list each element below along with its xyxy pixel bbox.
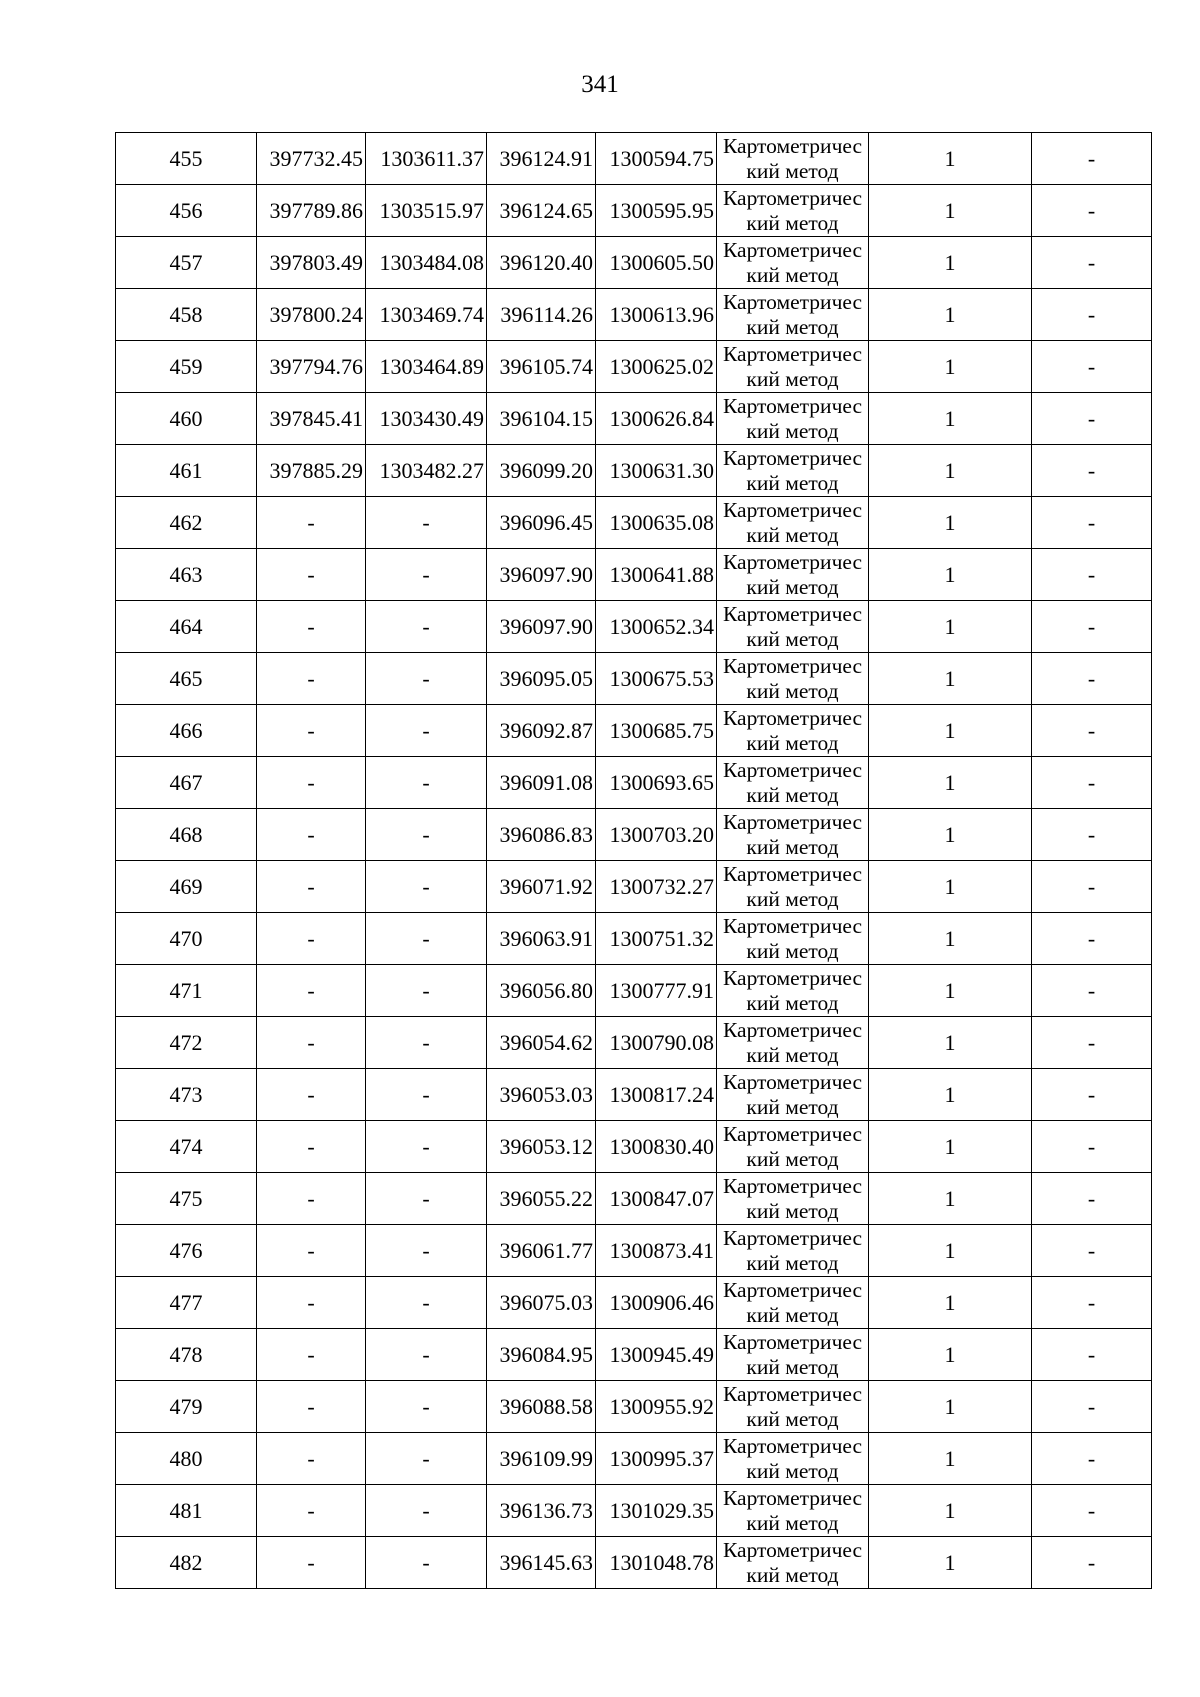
point-number-cell: 466 xyxy=(116,705,257,757)
table-row xyxy=(116,1069,1152,1121)
table-body xyxy=(116,133,1152,1589)
x-existing-cell: 397845.41 xyxy=(257,393,366,445)
x-new-cell: 396109.99 xyxy=(487,1433,596,1485)
y-existing-cell: - xyxy=(366,1225,487,1277)
table-row xyxy=(116,341,1152,393)
x-new-cell: 396097.90 xyxy=(487,601,596,653)
x-new-cell: 396053.03 xyxy=(487,1069,596,1121)
x-new-cell: 396095.05 xyxy=(487,653,596,705)
accuracy-cell: 1 xyxy=(869,1537,1032,1589)
y-existing-cell: - xyxy=(366,1381,487,1433)
table-row xyxy=(116,1277,1152,1329)
table-row xyxy=(116,1433,1152,1485)
y-new-cell: 1300693.65 xyxy=(596,757,717,809)
y-new-cell: 1300595.95 xyxy=(596,185,717,237)
method-cell: Картометрический метод xyxy=(717,1433,869,1485)
note-cell: - xyxy=(1032,1485,1152,1537)
note-cell: - xyxy=(1032,601,1152,653)
y-existing-cell: - xyxy=(366,809,487,861)
x-existing-cell: - xyxy=(257,1173,366,1225)
x-new-cell: 396104.15 xyxy=(487,393,596,445)
accuracy-cell: 1 xyxy=(869,1433,1032,1485)
x-existing-cell: - xyxy=(257,757,366,809)
y-new-cell: 1300995.37 xyxy=(596,1433,717,1485)
y-existing-cell: 1303430.49 xyxy=(366,393,487,445)
x-existing-cell: - xyxy=(257,1485,366,1537)
method-cell: Картометрический метод xyxy=(717,1381,869,1433)
table-row xyxy=(116,185,1152,237)
x-existing-cell: - xyxy=(257,705,366,757)
point-number-cell: 473 xyxy=(116,1069,257,1121)
accuracy-cell: 1 xyxy=(869,913,1032,965)
accuracy-cell: 1 xyxy=(869,1173,1032,1225)
point-number-cell: 465 xyxy=(116,653,257,705)
table-row xyxy=(116,1485,1152,1537)
accuracy-cell: 1 xyxy=(869,497,1032,549)
x-existing-cell: 397789.86 xyxy=(257,185,366,237)
y-new-cell: 1300594.75 xyxy=(596,133,717,185)
y-new-cell: 1300635.08 xyxy=(596,497,717,549)
y-new-cell: 1300945.49 xyxy=(596,1329,717,1381)
x-existing-cell: - xyxy=(257,497,366,549)
method-cell: Картометрический метод xyxy=(717,1329,869,1381)
accuracy-cell: 1 xyxy=(869,185,1032,237)
note-cell: - xyxy=(1032,1121,1152,1173)
y-new-cell: 1300817.24 xyxy=(596,1069,717,1121)
x-new-cell: 396124.65 xyxy=(487,185,596,237)
x-existing-cell: - xyxy=(257,601,366,653)
point-number-cell: 462 xyxy=(116,497,257,549)
point-number-cell: 459 xyxy=(116,341,257,393)
y-existing-cell: - xyxy=(366,1173,487,1225)
accuracy-cell: 1 xyxy=(869,757,1032,809)
method-cell: Картометрический метод xyxy=(717,601,869,653)
note-cell: - xyxy=(1032,497,1152,549)
point-number-cell: 476 xyxy=(116,1225,257,1277)
note-cell: - xyxy=(1032,1381,1152,1433)
accuracy-cell: 1 xyxy=(869,445,1032,497)
table-row xyxy=(116,1329,1152,1381)
x-new-cell: 396053.12 xyxy=(487,1121,596,1173)
accuracy-cell: 1 xyxy=(869,237,1032,289)
point-number-cell: 480 xyxy=(116,1433,257,1485)
table-row xyxy=(116,549,1152,601)
note-cell: - xyxy=(1032,1069,1152,1121)
point-number-cell: 470 xyxy=(116,913,257,965)
y-existing-cell: 1303464.89 xyxy=(366,341,487,393)
x-new-cell: 396124.91 xyxy=(487,133,596,185)
x-existing-cell: - xyxy=(257,653,366,705)
table-row xyxy=(116,237,1152,289)
x-new-cell: 396071.92 xyxy=(487,861,596,913)
y-existing-cell: - xyxy=(366,705,487,757)
y-new-cell: 1300955.92 xyxy=(596,1381,717,1433)
x-existing-cell: 397885.29 xyxy=(257,445,366,497)
method-cell: Картометрический метод xyxy=(717,861,869,913)
y-existing-cell: 1303484.08 xyxy=(366,237,487,289)
note-cell: - xyxy=(1032,965,1152,1017)
note-cell: - xyxy=(1032,1225,1152,1277)
point-number-cell: 475 xyxy=(116,1173,257,1225)
accuracy-cell: 1 xyxy=(869,705,1032,757)
method-cell: Картометрический метод xyxy=(717,913,869,965)
y-new-cell: 1301048.78 xyxy=(596,1537,717,1589)
point-number-cell: 482 xyxy=(116,1537,257,1589)
y-existing-cell: - xyxy=(366,653,487,705)
x-new-cell: 396084.95 xyxy=(487,1329,596,1381)
accuracy-cell: 1 xyxy=(869,133,1032,185)
x-new-cell: 396056.80 xyxy=(487,965,596,1017)
y-existing-cell: - xyxy=(366,1277,487,1329)
note-cell: - xyxy=(1032,913,1152,965)
x-existing-cell: - xyxy=(257,1329,366,1381)
table-row xyxy=(116,1017,1152,1069)
note-cell: - xyxy=(1032,549,1152,601)
y-existing-cell: 1303611.37 xyxy=(366,133,487,185)
y-new-cell: 1300790.08 xyxy=(596,1017,717,1069)
point-number-cell: 455 xyxy=(116,133,257,185)
note-cell: - xyxy=(1032,1017,1152,1069)
method-cell: Картометрический метод xyxy=(717,393,869,445)
y-new-cell: 1300625.02 xyxy=(596,341,717,393)
note-cell: - xyxy=(1032,289,1152,341)
x-existing-cell: 397732.45 xyxy=(257,133,366,185)
point-number-cell: 460 xyxy=(116,393,257,445)
x-new-cell: 396055.22 xyxy=(487,1173,596,1225)
point-number-cell: 481 xyxy=(116,1485,257,1537)
x-new-cell: 396075.03 xyxy=(487,1277,596,1329)
y-new-cell: 1300626.84 xyxy=(596,393,717,445)
accuracy-cell: 1 xyxy=(869,393,1032,445)
accuracy-cell: 1 xyxy=(869,809,1032,861)
point-number-cell: 478 xyxy=(116,1329,257,1381)
y-existing-cell: - xyxy=(366,757,487,809)
note-cell: - xyxy=(1032,341,1152,393)
note-cell: - xyxy=(1032,1277,1152,1329)
x-existing-cell: - xyxy=(257,1433,366,1485)
y-existing-cell: - xyxy=(366,601,487,653)
point-number-cell: 461 xyxy=(116,445,257,497)
method-cell: Картометрический метод xyxy=(717,1069,869,1121)
y-existing-cell: - xyxy=(366,861,487,913)
y-new-cell: 1300613.96 xyxy=(596,289,717,341)
point-number-cell: 463 xyxy=(116,549,257,601)
accuracy-cell: 1 xyxy=(869,341,1032,393)
accuracy-cell: 1 xyxy=(869,1277,1032,1329)
method-cell: Картометрический метод xyxy=(717,289,869,341)
table-row xyxy=(116,1537,1152,1589)
method-cell: Картометрический метод xyxy=(717,757,869,809)
note-cell: - xyxy=(1032,237,1152,289)
y-new-cell: 1300830.40 xyxy=(596,1121,717,1173)
note-cell: - xyxy=(1032,653,1152,705)
x-new-cell: 396120.40 xyxy=(487,237,596,289)
note-cell: - xyxy=(1032,1537,1152,1589)
note-cell: - xyxy=(1032,1173,1152,1225)
table-row xyxy=(116,861,1152,913)
accuracy-cell: 1 xyxy=(869,1485,1032,1537)
accuracy-cell: 1 xyxy=(869,1017,1032,1069)
y-new-cell: 1300847.07 xyxy=(596,1173,717,1225)
table-row xyxy=(116,393,1152,445)
x-new-cell: 396092.87 xyxy=(487,705,596,757)
y-new-cell: 1300631.30 xyxy=(596,445,717,497)
x-new-cell: 396061.77 xyxy=(487,1225,596,1277)
y-existing-cell: - xyxy=(366,913,487,965)
y-new-cell: 1300873.41 xyxy=(596,1225,717,1277)
note-cell: - xyxy=(1032,133,1152,185)
table-row xyxy=(116,705,1152,757)
method-cell: Картометрический метод xyxy=(717,237,869,289)
x-new-cell: 396145.63 xyxy=(487,1537,596,1589)
point-number-cell: 458 xyxy=(116,289,257,341)
note-cell: - xyxy=(1032,705,1152,757)
y-existing-cell: - xyxy=(366,497,487,549)
point-number-cell: 469 xyxy=(116,861,257,913)
y-new-cell: 1300675.53 xyxy=(596,653,717,705)
note-cell: - xyxy=(1032,757,1152,809)
x-existing-cell: 397794.76 xyxy=(257,341,366,393)
method-cell: Картометрический метод xyxy=(717,1277,869,1329)
method-cell: Картометрический метод xyxy=(717,1173,869,1225)
method-cell: Картометрический метод xyxy=(717,445,869,497)
table-row xyxy=(116,757,1152,809)
point-number-cell: 474 xyxy=(116,1121,257,1173)
accuracy-cell: 1 xyxy=(869,1381,1032,1433)
table-row xyxy=(116,913,1152,965)
method-cell: Картометрический метод xyxy=(717,1121,869,1173)
x-new-cell: 396088.58 xyxy=(487,1381,596,1433)
table-row xyxy=(116,809,1152,861)
y-new-cell: 1300751.32 xyxy=(596,913,717,965)
point-number-cell: 468 xyxy=(116,809,257,861)
note-cell: - xyxy=(1032,1329,1152,1381)
accuracy-cell: 1 xyxy=(869,1069,1032,1121)
point-number-cell: 472 xyxy=(116,1017,257,1069)
point-number-cell: 471 xyxy=(116,965,257,1017)
point-number-cell: 464 xyxy=(116,601,257,653)
x-existing-cell: - xyxy=(257,809,366,861)
y-existing-cell: - xyxy=(366,1433,487,1485)
y-existing-cell: - xyxy=(366,1069,487,1121)
y-existing-cell: - xyxy=(366,1537,487,1589)
x-new-cell: 396091.08 xyxy=(487,757,596,809)
y-existing-cell: 1303482.27 xyxy=(366,445,487,497)
note-cell: - xyxy=(1032,809,1152,861)
page-number: 341 xyxy=(581,71,619,98)
y-new-cell: 1300641.88 xyxy=(596,549,717,601)
y-existing-cell: 1303515.97 xyxy=(366,185,487,237)
method-cell: Картометрический метод xyxy=(717,705,869,757)
method-cell: Картометрический метод xyxy=(717,1537,869,1589)
point-number-cell: 456 xyxy=(116,185,257,237)
x-existing-cell: - xyxy=(257,1277,366,1329)
method-cell: Картометрический метод xyxy=(717,809,869,861)
table-row xyxy=(116,133,1152,185)
x-existing-cell: - xyxy=(257,1225,366,1277)
y-new-cell: 1300906.46 xyxy=(596,1277,717,1329)
table-row xyxy=(116,601,1152,653)
x-existing-cell: - xyxy=(257,861,366,913)
table-row xyxy=(116,1173,1152,1225)
table-row xyxy=(116,1121,1152,1173)
x-existing-cell: - xyxy=(257,1017,366,1069)
point-number-cell: 477 xyxy=(116,1277,257,1329)
accuracy-cell: 1 xyxy=(869,1225,1032,1277)
table-row xyxy=(116,445,1152,497)
table-row xyxy=(116,1381,1152,1433)
table-row xyxy=(116,653,1152,705)
y-new-cell: 1300685.75 xyxy=(596,705,717,757)
y-existing-cell: - xyxy=(366,549,487,601)
y-new-cell: 1300703.20 xyxy=(596,809,717,861)
table-row xyxy=(116,289,1152,341)
method-cell: Картометрический метод xyxy=(717,1485,869,1537)
y-existing-cell: - xyxy=(366,1017,487,1069)
coordinates-table xyxy=(115,132,1152,1589)
x-existing-cell: - xyxy=(257,913,366,965)
accuracy-cell: 1 xyxy=(869,549,1032,601)
x-existing-cell: - xyxy=(257,1069,366,1121)
y-existing-cell: - xyxy=(366,965,487,1017)
method-cell: Картометрический метод xyxy=(717,965,869,1017)
y-existing-cell: 1303469.74 xyxy=(366,289,487,341)
method-cell: Картометрический метод xyxy=(717,549,869,601)
method-cell: Картометрический метод xyxy=(717,185,869,237)
accuracy-cell: 1 xyxy=(869,1329,1032,1381)
x-new-cell: 396096.45 xyxy=(487,497,596,549)
x-new-cell: 396136.73 xyxy=(487,1485,596,1537)
table-row xyxy=(116,1225,1152,1277)
point-number-cell: 479 xyxy=(116,1381,257,1433)
x-existing-cell: - xyxy=(257,965,366,1017)
x-new-cell: 396105.74 xyxy=(487,341,596,393)
note-cell: - xyxy=(1032,445,1152,497)
y-existing-cell: - xyxy=(366,1121,487,1173)
x-new-cell: 396114.26 xyxy=(487,289,596,341)
x-new-cell: 396054.62 xyxy=(487,1017,596,1069)
method-cell: Картометрический метод xyxy=(717,133,869,185)
y-new-cell: 1300777.91 xyxy=(596,965,717,1017)
x-new-cell: 396086.83 xyxy=(487,809,596,861)
x-existing-cell: - xyxy=(257,549,366,601)
accuracy-cell: 1 xyxy=(869,653,1032,705)
x-existing-cell: - xyxy=(257,1537,366,1589)
note-cell: - xyxy=(1032,1433,1152,1485)
method-cell: Картометрический метод xyxy=(717,341,869,393)
x-existing-cell: 397803.49 xyxy=(257,237,366,289)
x-new-cell: 396099.20 xyxy=(487,445,596,497)
note-cell: - xyxy=(1032,861,1152,913)
x-new-cell: 396063.91 xyxy=(487,913,596,965)
x-existing-cell: - xyxy=(257,1381,366,1433)
method-cell: Картометрический метод xyxy=(717,653,869,705)
accuracy-cell: 1 xyxy=(869,861,1032,913)
point-number-cell: 457 xyxy=(116,237,257,289)
accuracy-cell: 1 xyxy=(869,1121,1032,1173)
note-cell: - xyxy=(1032,393,1152,445)
note-cell: - xyxy=(1032,185,1152,237)
accuracy-cell: 1 xyxy=(869,289,1032,341)
y-new-cell: 1301029.35 xyxy=(596,1485,717,1537)
method-cell: Картометрический метод xyxy=(717,497,869,549)
accuracy-cell: 1 xyxy=(869,965,1032,1017)
y-new-cell: 1300732.27 xyxy=(596,861,717,913)
y-new-cell: 1300652.34 xyxy=(596,601,717,653)
table-row xyxy=(116,965,1152,1017)
x-new-cell: 396097.90 xyxy=(487,549,596,601)
method-cell: Картометрический метод xyxy=(717,1017,869,1069)
method-cell: Картометрический метод xyxy=(717,1225,869,1277)
point-number-cell: 467 xyxy=(116,757,257,809)
x-existing-cell: - xyxy=(257,1121,366,1173)
x-existing-cell: 397800.24 xyxy=(257,289,366,341)
y-existing-cell: - xyxy=(366,1485,487,1537)
y-new-cell: 1300605.50 xyxy=(596,237,717,289)
table-row xyxy=(116,497,1152,549)
y-existing-cell: - xyxy=(366,1329,487,1381)
accuracy-cell: 1 xyxy=(869,601,1032,653)
